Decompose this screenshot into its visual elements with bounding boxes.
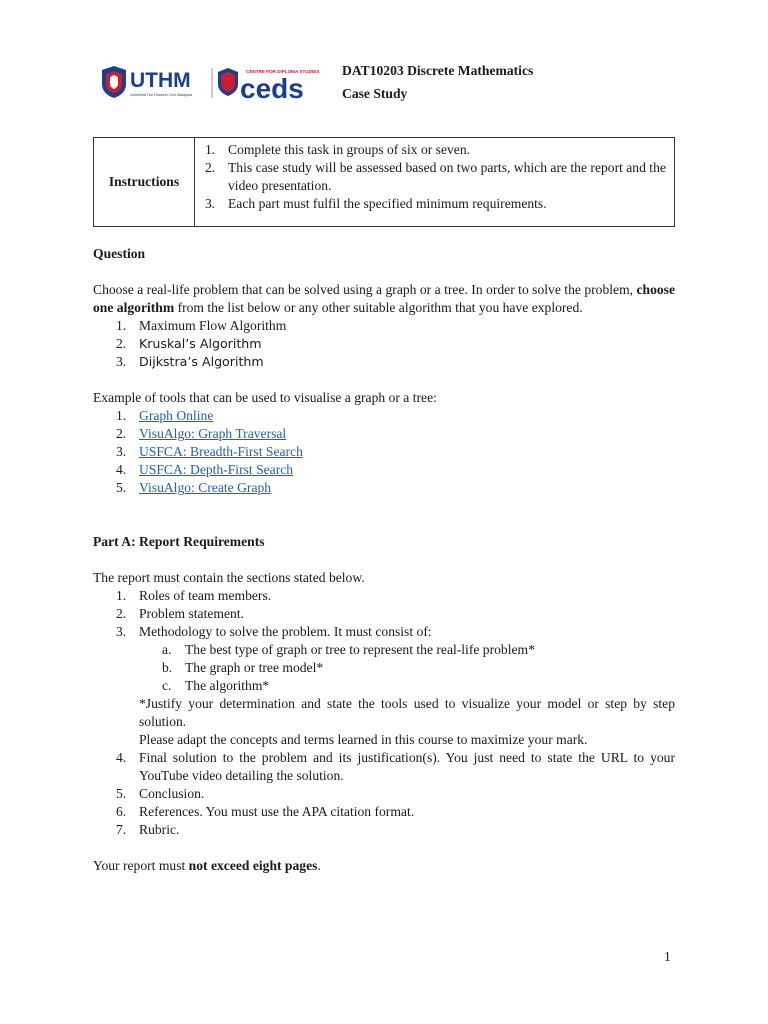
instructions-table (93, 137, 675, 227)
link-usfca-dfs[interactable]: USFCA: Depth-First Search (139, 462, 294, 477)
main-content (93, 245, 675, 875)
ceds-wordmark: ceds (240, 73, 304, 104)
ceds-crest-icon (218, 68, 238, 96)
list-item: 2. VisuAlgo: Graph Traversal (116, 426, 287, 441)
link-graph-online[interactable]: Graph Online (139, 408, 214, 423)
list-item: 5. Conclusion. (116, 786, 205, 801)
list-item: 1. Roles of team members. (116, 588, 272, 603)
instructions-list (205, 141, 666, 213)
list-item: 2. This case study will be assessed based on two parts, which are the report and the video presentation. (205, 160, 666, 193)
list-item: 7. Rubric. (116, 822, 180, 837)
question-heading: Question (93, 246, 146, 261)
list-item: 1. Maximum Flow Algorithm (116, 318, 287, 333)
algorithm-list (116, 317, 675, 371)
uthm-wordmark: UTHM (130, 69, 191, 92)
document-type: Case Study (342, 86, 408, 101)
report-sections-list-continued (116, 749, 675, 839)
list-item: 2. Problem statement. (116, 606, 244, 621)
list-item: c. The algorithm* (162, 678, 270, 693)
justify-note: *Justify your determination and state the tools used to visualize your model or step by step solution. (139, 696, 675, 729)
report-sections-list (116, 587, 675, 641)
page-number: 1 (664, 949, 671, 964)
list-item: 1. Graph Online (116, 408, 214, 423)
part-a-intro: The report must contain the sections stated below. (93, 570, 365, 585)
uthm-ceds-logo (100, 64, 326, 104)
adapt-note: Please adapt the concepts and terms learned in this course to maximize your mark. (139, 732, 588, 747)
ceds-caption: CENTRE FOR DIPLOMA STUDIES (246, 69, 320, 74)
list-item: 4. USFCA: Depth-First Search (116, 462, 294, 477)
list-item: 3. USFCA: Breadth-First Search (116, 444, 303, 459)
uthm-fullname: Universiti Tun Hussein Onn Malaysia (130, 93, 193, 97)
list-item: 2. Kruskal’s Algorithm (116, 336, 262, 351)
methodology-list (162, 641, 675, 695)
tools-intro: Example of tools that can be used to visualise a graph or a tree: (93, 390, 437, 405)
question-intro: Choose a real-life problem that can be solved using a graph or a tree. In order to solve the problem, choose one algorithm from the list below or any other suitable algorithm that you have explored. (93, 282, 675, 315)
list-item: 3. Methodology to solve the problem. It must consist of: (116, 624, 432, 639)
list-item: 3. Each part must fulfil the specified minimum requirements. (205, 196, 547, 211)
list-item: b. The graph or tree model* (162, 660, 324, 675)
list-item: a. The best type of graph or tree to represent the real-life problem* (162, 642, 535, 657)
list-item: 3. Dijkstra’s Algorithm (116, 354, 264, 369)
link-usfca-bfs[interactable]: USFCA: Breadth-First Search (139, 444, 303, 459)
tools-list (116, 407, 675, 497)
instructions-label: Instructions (94, 138, 195, 226)
list-item: 4. Final solution to the problem and its justification(s). You just need to state the URL to your YouTube video detailing the solution. (116, 750, 675, 783)
course-title: DAT10203 Discrete Mathematics (342, 63, 534, 78)
part-a-heading: Part A: Report Requirements (93, 534, 265, 549)
list-item: 5. VisuAlgo: Create Graph (116, 480, 272, 495)
instructions-body (195, 138, 674, 226)
link-visualgo-create-graph[interactable]: VisuAlgo: Create Graph (139, 480, 272, 495)
list-item: 6. References. You must use the APA citation format. (116, 804, 415, 819)
header-logos (100, 64, 326, 104)
link-visualgo-graph-traversal[interactable]: VisuAlgo: Graph Traversal (139, 426, 287, 441)
page-limit-note: Your report must not exceed eight pages. (93, 858, 321, 873)
list-item: 1. Complete this task in groups of six or seven. (205, 142, 471, 157)
uthm-crest-icon (102, 66, 126, 98)
